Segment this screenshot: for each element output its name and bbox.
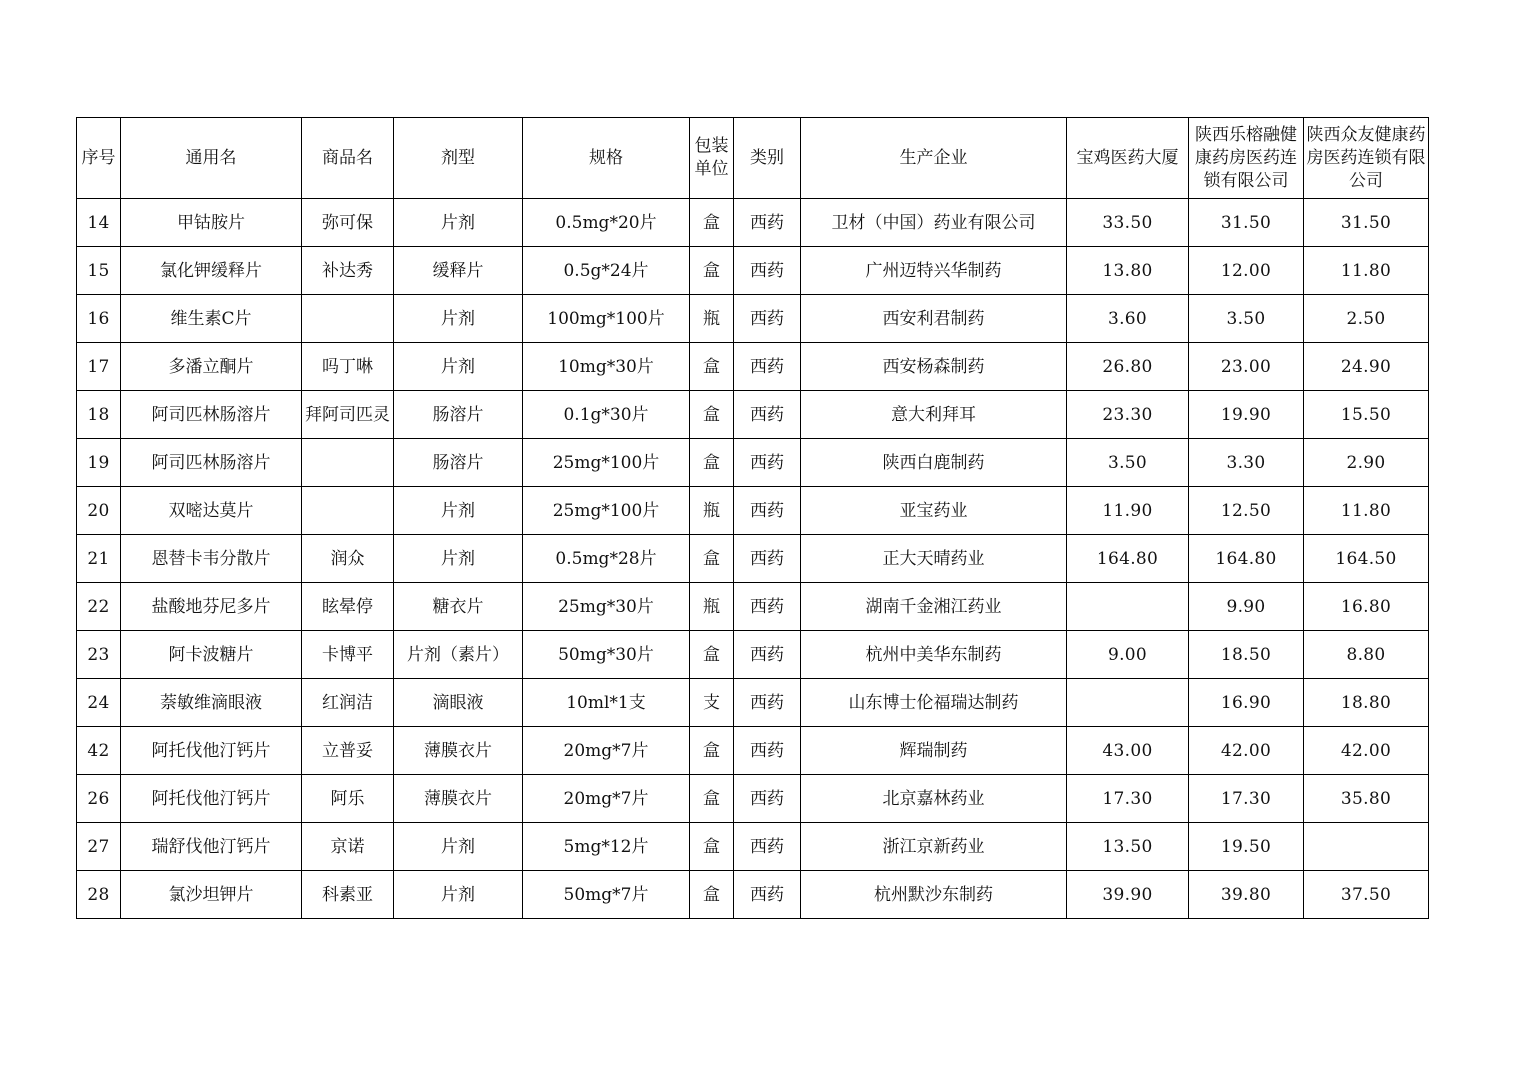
header-category: 类别 (734, 118, 801, 199)
table-row (77, 487, 1429, 535)
cell-price-zhongyou: 24.90 (1304, 343, 1429, 391)
cell-spec: 50mg*30片 (523, 631, 690, 679)
table-row (77, 199, 1429, 247)
cell-seq: 15 (77, 247, 121, 295)
cell-price-zhongyou: 16.80 (1304, 583, 1429, 631)
cell-trade-name: 补达秀 (302, 247, 394, 295)
cell-dosage-form: 滴眼液 (394, 679, 523, 727)
table-row (77, 247, 1429, 295)
cell-dosage-form: 片剂 (394, 823, 523, 871)
cell-seq: 21 (77, 535, 121, 583)
cell-generic-name: 阿司匹林肠溶片 (121, 439, 302, 487)
cell-dosage-form: 肠溶片 (394, 439, 523, 487)
cell-price-baoji: 43.00 (1067, 727, 1189, 775)
cell-price-baoji: 11.90 (1067, 487, 1189, 535)
header-dosage-form: 剂型 (394, 118, 523, 199)
cell-price-lerong: 17.30 (1189, 775, 1304, 823)
cell-price-baoji: 9.00 (1067, 631, 1189, 679)
cell-spec: 10ml*1支 (523, 679, 690, 727)
cell-price-lerong: 18.50 (1189, 631, 1304, 679)
cell-trade-name: 红润洁 (302, 679, 394, 727)
cell-unit: 盒 (690, 391, 734, 439)
cell-generic-name: 维生素C片 (121, 295, 302, 343)
cell-category: 西药 (734, 823, 801, 871)
cell-price-lerong: 12.50 (1189, 487, 1304, 535)
cell-generic-name: 甲钴胺片 (121, 199, 302, 247)
cell-price-baoji: 3.50 (1067, 439, 1189, 487)
cell-manufacturer: 山东博士伦福瑞达制药 (801, 679, 1067, 727)
cell-spec: 0.5mg*20片 (523, 199, 690, 247)
cell-unit: 盒 (690, 199, 734, 247)
header-manufacturer: 生产企业 (801, 118, 1067, 199)
cell-spec: 0.5g*24片 (523, 247, 690, 295)
cell-dosage-form: 糖衣片 (394, 583, 523, 631)
table-row (77, 775, 1429, 823)
cell-trade-name: 京诺 (302, 823, 394, 871)
table-row (77, 631, 1429, 679)
cell-category: 西药 (734, 439, 801, 487)
table-row (77, 727, 1429, 775)
cell-generic-name: 氯化钾缓释片 (121, 247, 302, 295)
cell-unit: 盒 (690, 535, 734, 583)
cell-spec: 5mg*12片 (523, 823, 690, 871)
cell-manufacturer: 浙江京新药业 (801, 823, 1067, 871)
cell-seq: 20 (77, 487, 121, 535)
cell-generic-name: 多潘立酮片 (121, 343, 302, 391)
cell-manufacturer: 杭州中美华东制药 (801, 631, 1067, 679)
table-row (77, 343, 1429, 391)
table-row (77, 535, 1429, 583)
cell-manufacturer: 西安杨森制药 (801, 343, 1067, 391)
cell-price-baoji: 33.50 (1067, 199, 1189, 247)
cell-category: 西药 (734, 679, 801, 727)
cell-price-lerong: 31.50 (1189, 199, 1304, 247)
cell-dosage-form: 薄膜衣片 (394, 727, 523, 775)
header-unit: 包装单位 (690, 118, 734, 199)
cell-generic-name: 盐酸地芬尼多片 (121, 583, 302, 631)
table-row (77, 439, 1429, 487)
cell-dosage-form: 片剂 (394, 295, 523, 343)
cell-price-baoji (1067, 583, 1189, 631)
cell-generic-name: 萘敏维滴眼液 (121, 679, 302, 727)
cell-price-lerong: 9.90 (1189, 583, 1304, 631)
cell-trade-name: 科素亚 (302, 871, 394, 919)
cell-category: 西药 (734, 295, 801, 343)
table-row (77, 391, 1429, 439)
cell-price-baoji: 164.80 (1067, 535, 1189, 583)
cell-spec: 50mg*7片 (523, 871, 690, 919)
cell-price-zhongyou: 8.80 (1304, 631, 1429, 679)
cell-generic-name: 瑞舒伐他汀钙片 (121, 823, 302, 871)
cell-category: 西药 (734, 871, 801, 919)
cell-price-zhongyou: 35.80 (1304, 775, 1429, 823)
cell-manufacturer: 辉瑞制药 (801, 727, 1067, 775)
cell-price-lerong: 164.80 (1189, 535, 1304, 583)
cell-unit: 盒 (690, 247, 734, 295)
header-price-lerong: 陕西乐榕融健康药房医药连锁有限公司 (1189, 118, 1304, 199)
cell-manufacturer: 正大天晴药业 (801, 535, 1067, 583)
cell-price-zhongyou (1304, 823, 1429, 871)
cell-dosage-form: 片剂 (394, 535, 523, 583)
cell-seq: 23 (77, 631, 121, 679)
cell-manufacturer: 亚宝药业 (801, 487, 1067, 535)
cell-unit: 盒 (690, 343, 734, 391)
cell-seq: 27 (77, 823, 121, 871)
cell-unit: 盒 (690, 727, 734, 775)
cell-trade-name: 阿乐 (302, 775, 394, 823)
cell-dosage-form: 片剂（素片） (394, 631, 523, 679)
table-header-row (77, 118, 1429, 199)
cell-manufacturer: 意大利拜耳 (801, 391, 1067, 439)
table-row (77, 295, 1429, 343)
cell-dosage-form: 片剂 (394, 487, 523, 535)
table-row (77, 871, 1429, 919)
cell-trade-name: 润众 (302, 535, 394, 583)
cell-unit: 盒 (690, 871, 734, 919)
cell-price-lerong: 3.30 (1189, 439, 1304, 487)
cell-price-zhongyou: 11.80 (1304, 247, 1429, 295)
cell-price-lerong: 16.90 (1189, 679, 1304, 727)
cell-unit: 盒 (690, 631, 734, 679)
cell-price-zhongyou: 18.80 (1304, 679, 1429, 727)
cell-category: 西药 (734, 727, 801, 775)
cell-seq: 24 (77, 679, 121, 727)
cell-category: 西药 (734, 775, 801, 823)
cell-spec: 10mg*30片 (523, 343, 690, 391)
cell-seq: 19 (77, 439, 121, 487)
cell-price-zhongyou: 37.50 (1304, 871, 1429, 919)
cell-trade-name: 吗丁啉 (302, 343, 394, 391)
cell-manufacturer: 卫材（中国）药业有限公司 (801, 199, 1067, 247)
cell-generic-name: 双嘧达莫片 (121, 487, 302, 535)
cell-generic-name: 阿卡波糖片 (121, 631, 302, 679)
cell-price-lerong: 19.50 (1189, 823, 1304, 871)
cell-generic-name: 阿司匹林肠溶片 (121, 391, 302, 439)
cell-dosage-form: 片剂 (394, 871, 523, 919)
cell-spec: 25mg*100片 (523, 487, 690, 535)
cell-manufacturer: 广州迈特兴华制药 (801, 247, 1067, 295)
cell-seq: 42 (77, 727, 121, 775)
cell-unit: 盒 (690, 775, 734, 823)
cell-dosage-form: 片剂 (394, 343, 523, 391)
cell-price-lerong: 3.50 (1189, 295, 1304, 343)
cell-price-lerong: 39.80 (1189, 871, 1304, 919)
cell-dosage-form: 片剂 (394, 199, 523, 247)
cell-spec: 20mg*7片 (523, 775, 690, 823)
cell-category: 西药 (734, 199, 801, 247)
cell-trade-name: 拜阿司匹灵 (302, 391, 394, 439)
cell-price-lerong: 19.90 (1189, 391, 1304, 439)
table-row (77, 823, 1429, 871)
cell-price-zhongyou: 164.50 (1304, 535, 1429, 583)
cell-seq: 14 (77, 199, 121, 247)
cell-price-baoji: 13.80 (1067, 247, 1189, 295)
cell-generic-name: 阿托伐他汀钙片 (121, 775, 302, 823)
cell-category: 西药 (734, 391, 801, 439)
cell-trade-name: 立普妥 (302, 727, 394, 775)
cell-unit: 瓶 (690, 295, 734, 343)
header-trade-name: 商品名 (302, 118, 394, 199)
drug-price-table (76, 117, 1429, 919)
cell-generic-name: 阿托伐他汀钙片 (121, 727, 302, 775)
cell-trade-name: 眩晕停 (302, 583, 394, 631)
cell-trade-name (302, 295, 394, 343)
cell-unit: 瓶 (690, 583, 734, 631)
table-row (77, 679, 1429, 727)
cell-price-lerong: 42.00 (1189, 727, 1304, 775)
cell-unit: 盒 (690, 823, 734, 871)
cell-spec: 0.5mg*28片 (523, 535, 690, 583)
cell-manufacturer: 陕西白鹿制药 (801, 439, 1067, 487)
cell-trade-name: 卡博平 (302, 631, 394, 679)
cell-trade-name (302, 439, 394, 487)
cell-price-baoji: 3.60 (1067, 295, 1189, 343)
cell-manufacturer: 湖南千金湘江药业 (801, 583, 1067, 631)
cell-price-baoji: 17.30 (1067, 775, 1189, 823)
cell-price-lerong: 23.00 (1189, 343, 1304, 391)
cell-price-zhongyou: 15.50 (1304, 391, 1429, 439)
cell-generic-name: 恩替卡韦分散片 (121, 535, 302, 583)
cell-dosage-form: 肠溶片 (394, 391, 523, 439)
cell-spec: 100mg*100片 (523, 295, 690, 343)
cell-dosage-form: 薄膜衣片 (394, 775, 523, 823)
cell-spec: 0.1g*30片 (523, 391, 690, 439)
cell-category: 西药 (734, 487, 801, 535)
header-seq: 序号 (77, 118, 121, 199)
cell-price-zhongyou: 31.50 (1304, 199, 1429, 247)
cell-spec: 25mg*100片 (523, 439, 690, 487)
cell-category: 西药 (734, 535, 801, 583)
cell-spec: 20mg*7片 (523, 727, 690, 775)
cell-seq: 28 (77, 871, 121, 919)
cell-spec: 25mg*30片 (523, 583, 690, 631)
cell-seq: 22 (77, 583, 121, 631)
cell-price-baoji: 23.30 (1067, 391, 1189, 439)
cell-price-baoji: 13.50 (1067, 823, 1189, 871)
table-row (77, 583, 1429, 631)
cell-unit: 盒 (690, 439, 734, 487)
cell-seq: 16 (77, 295, 121, 343)
header-price-baoji: 宝鸡医药大厦 (1067, 118, 1189, 199)
cell-trade-name (302, 487, 394, 535)
cell-price-zhongyou: 11.80 (1304, 487, 1429, 535)
cell-seq: 18 (77, 391, 121, 439)
cell-category: 西药 (734, 343, 801, 391)
header-spec: 规格 (523, 118, 690, 199)
cell-price-lerong: 12.00 (1189, 247, 1304, 295)
table-body (77, 199, 1429, 919)
cell-price-baoji: 39.90 (1067, 871, 1189, 919)
header-price-zhongyou: 陕西众友健康药房医药连锁有限公司 (1304, 118, 1429, 199)
cell-price-zhongyou: 42.00 (1304, 727, 1429, 775)
cell-manufacturer: 杭州默沙东制药 (801, 871, 1067, 919)
header-generic-name: 通用名 (121, 118, 302, 199)
cell-price-baoji (1067, 679, 1189, 727)
cell-unit: 支 (690, 679, 734, 727)
cell-unit: 瓶 (690, 487, 734, 535)
cell-generic-name: 氯沙坦钾片 (121, 871, 302, 919)
cell-dosage-form: 缓释片 (394, 247, 523, 295)
cell-seq: 17 (77, 343, 121, 391)
cell-manufacturer: 西安利君制药 (801, 295, 1067, 343)
cell-price-baoji: 26.80 (1067, 343, 1189, 391)
cell-category: 西药 (734, 247, 801, 295)
cell-price-zhongyou: 2.50 (1304, 295, 1429, 343)
cell-manufacturer: 北京嘉林药业 (801, 775, 1067, 823)
cell-category: 西药 (734, 583, 801, 631)
cell-price-zhongyou: 2.90 (1304, 439, 1429, 487)
cell-seq: 26 (77, 775, 121, 823)
cell-category: 西药 (734, 631, 801, 679)
cell-trade-name: 弥可保 (302, 199, 394, 247)
